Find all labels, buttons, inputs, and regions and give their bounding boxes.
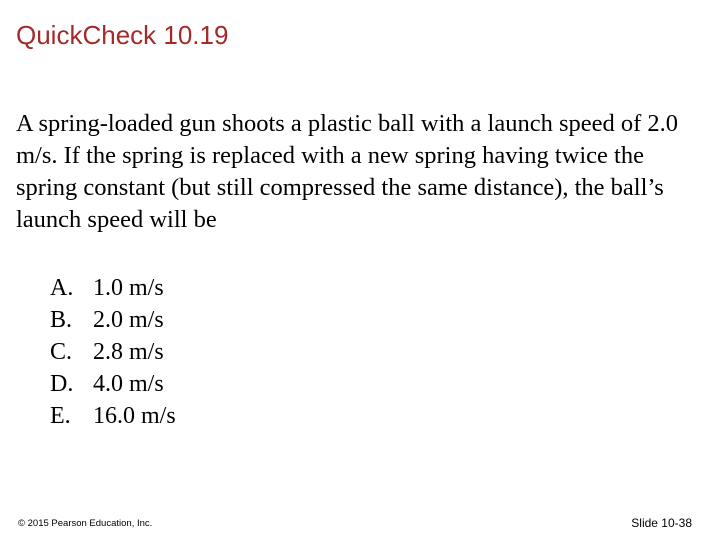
answer-option-e (50, 400, 176, 432)
answer-text: 2.8 m/s (93, 339, 164, 365)
slide-number: Slide 10-38 (631, 516, 692, 530)
answer-option-c (50, 336, 176, 368)
answer-list (50, 272, 176, 432)
question-text: A spring-loaded gun shoots a plastic ball with a launch speed of 2.0 m/s. If the spring is replaced with a new spring having twice the spring constant (but still compressed the same distance), the ball’s launch speed will be (16, 110, 679, 233)
answer-text: 16.0 m/s (93, 403, 176, 429)
answer-text: 1.0 m/s (93, 275, 164, 301)
answer-text: 4.0 m/s (93, 371, 164, 397)
slide-title: QuickCheck 10.19 (16, 20, 229, 50)
answer-option-d (50, 368, 176, 400)
answer-text: 2.0 m/s (93, 307, 164, 333)
answer-option-b (50, 304, 176, 336)
answer-letter: E. (50, 403, 71, 429)
answer-letter: B. (50, 307, 73, 333)
answer-option-a (50, 272, 176, 304)
answer-letter: A. (50, 275, 74, 301)
answer-letter: C. (50, 339, 73, 365)
answer-letter: D. (50, 371, 74, 397)
copyright-text: © 2015 Pearson Education, Inc. (18, 518, 153, 529)
